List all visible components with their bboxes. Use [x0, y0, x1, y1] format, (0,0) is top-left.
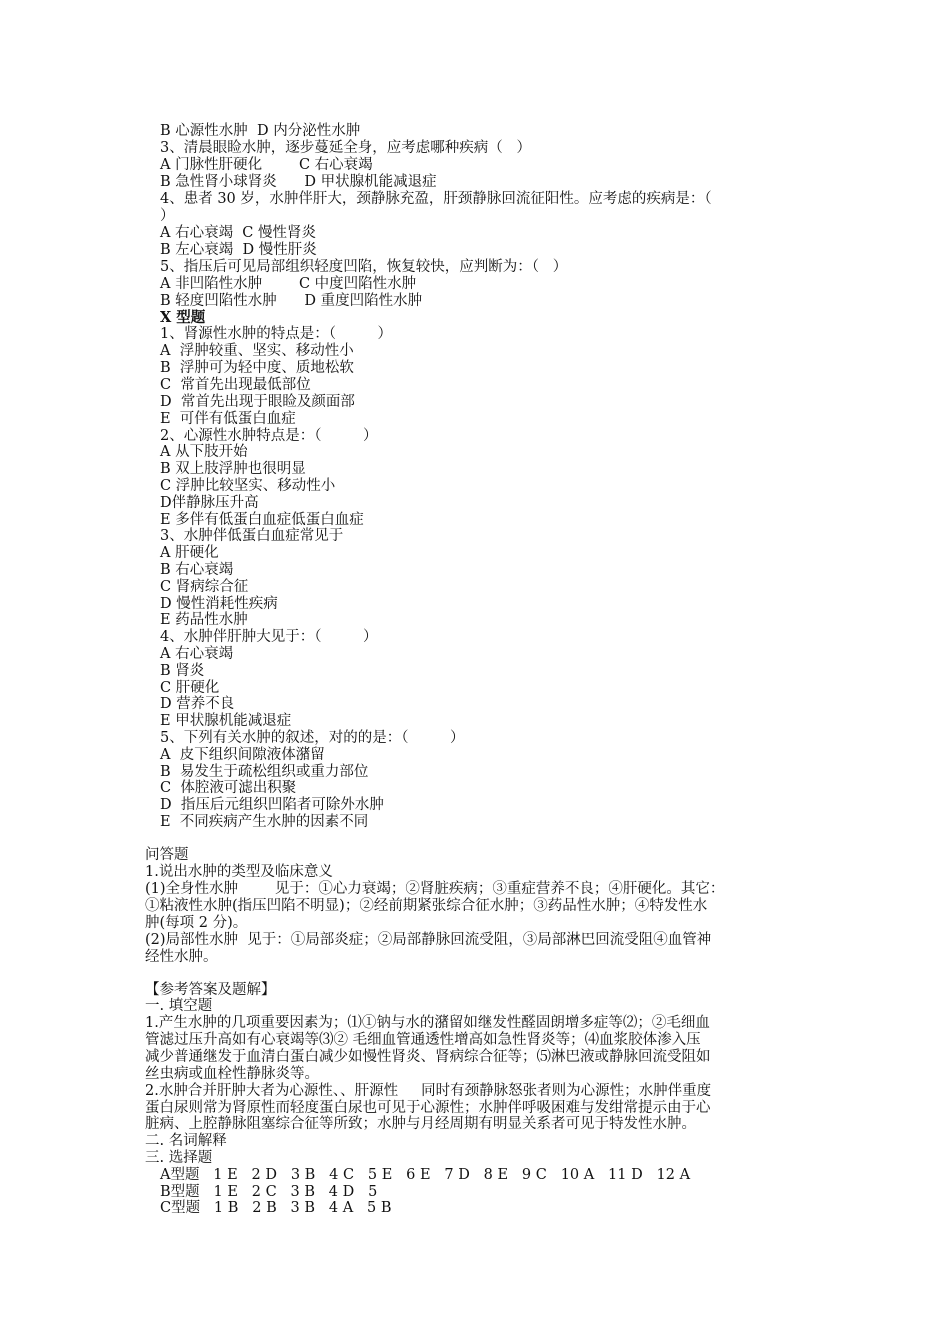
- option-line: E 可伴有低蛋白血症: [160, 411, 296, 427]
- option-line: A 门脉性肝硬化 C 右心衰竭: [160, 157, 373, 173]
- answer-line: (2)局部性水肿 见于：①局部炎症；②局部静脉回流受阻，③局部淋巴回流受阻④血管神: [145, 932, 712, 948]
- option-line: B 易发生于疏松组织或重力部位: [160, 764, 369, 780]
- question-line: 1、肾源性水肿的特点是：（ ）: [160, 326, 392, 342]
- option-line: A 非凹陷性水肿 C 中度凹陷性水肿: [160, 276, 417, 292]
- option-line: B 心源性水肿 D 内分泌性水肿: [160, 123, 361, 139]
- section-heading: 【参考答案及题解】: [145, 982, 276, 998]
- answer-line: 肿(每项 2 分)。: [145, 915, 248, 931]
- question-line: 2、心源性水肿特点是：（ ）: [160, 428, 378, 444]
- answer-line: 减少普通继发于血清白蛋白减少如慢性肾炎、肾病综合征等；⑸淋巴液或静脉回流受阻如: [145, 1049, 711, 1065]
- option-line: B 肾炎: [160, 663, 205, 679]
- option-line: C 肾病综合征: [160, 579, 249, 595]
- option-line: B 左心衰竭 D 慢性肝炎: [160, 242, 317, 258]
- option-line: D 指压后元组织凹陷者可除外水肿: [160, 797, 384, 813]
- answer-key-line: B型题 1 E 2 C 3 B 4 D 5: [160, 1184, 378, 1200]
- option-line: B 右心衰竭: [160, 562, 234, 578]
- option-line: E 药品性水肿: [160, 612, 248, 628]
- option-line: A 肝硬化: [160, 545, 219, 561]
- option-line: B 浮肿可为轻中度、质地松软: [160, 360, 354, 376]
- answer-line: 丝虫病或血栓性静脉炎等。: [145, 1066, 319, 1082]
- option-line: B 双上肢浮肿也很明显: [160, 461, 306, 477]
- option-line: D伴静脉压升高: [160, 495, 259, 511]
- option-line: C 常首先出现最低部位: [160, 377, 311, 393]
- answer-key-line: A型题 1 E 2 D 3 B 4 C 5 E 6 E 7 D 8 E 9 C 10 A 11 D 12 A: [160, 1167, 691, 1183]
- answer-line: 管滤过压升高如有心衰竭等⑶② 毛细血管通透性增高如急性肾炎等；⑷血浆胶体渗入压: [145, 1032, 701, 1048]
- option-line: E 不同疾病产生水肿的因素不同: [160, 814, 369, 830]
- answer-key-line: C型题 1 B 2 B 3 B 4 A 5 B: [160, 1200, 392, 1216]
- section-heading: 问答题: [145, 847, 189, 863]
- option-line: C 浮肿比较坚实、移动性小: [160, 478, 336, 494]
- option-line: D 慢性消耗性疾病: [160, 596, 278, 612]
- option-line: D 营养不良: [160, 696, 235, 712]
- answer-line: 蛋白尿则常为肾原性而轻度蛋白尿也可见于心源性；水肿伴呼吸困难与发绀常提示由于心: [145, 1100, 711, 1116]
- option-line: C 肝硬化: [160, 680, 220, 696]
- section-heading: 三. 选择题: [145, 1150, 213, 1166]
- question-line: 3、水肿伴低蛋白血症常见于: [160, 528, 344, 544]
- option-line: E 甲状腺机能减退症: [160, 713, 292, 729]
- option-line: B 轻度凹陷性水肿 D 重度凹陷性水肿: [160, 293, 423, 309]
- option-line: D 常首先出现于眼睑及颜面部: [160, 394, 355, 410]
- section-heading: 二. 名词解释: [145, 1133, 227, 1149]
- question-line: 3、清晨眼睑水肿，逐步蔓延全身，应考虑哪种疾病（ ）: [160, 140, 532, 156]
- option-line: C 体腔液可滤出积聚: [160, 780, 297, 796]
- answer-line: 经性水肿。: [145, 949, 218, 965]
- section-heading: X 型题: [160, 309, 206, 326]
- answer-line: 脏病、上腔静脉阻塞综合征等所致；水肿与月经周期有明显关系者可见于特发性水肿。: [145, 1116, 696, 1132]
- section-heading: 一. 填空题: [145, 998, 213, 1014]
- answer-line: 1.产生水肿的几项重要因素为；⑴①钠与水的潴留如继发性醛固朗增多症等⑵；②毛细血: [145, 1015, 710, 1031]
- option-line: E 多伴有低蛋白血症低蛋白血症: [160, 512, 364, 528]
- option-line: B 急性肾小球肾炎 D 甲状腺机能减退症: [160, 174, 437, 190]
- question-line: 5、下列有关水肿的叙述，对的的是：（ ）: [160, 730, 465, 746]
- question-line: 1.说出水肿的类型及临床意义: [145, 864, 333, 880]
- question-line: 5、指压后可见局部组织轻度凹陷，恢复较快，应判断为：（ ）: [160, 259, 568, 275]
- option-line: A 从下肢开始: [160, 444, 248, 460]
- answer-line: (1)全身性水肿 见于：①心力衰竭；②肾脏疾病；③重症营养不良；④肝硬化。其它：: [145, 881, 725, 897]
- option-line: A 皮下组织间隙液体潴留: [160, 747, 325, 763]
- option-line: A 右心衰竭 C 慢性肾炎: [160, 225, 317, 241]
- question-line: 4、患者 30 岁，水肿伴肝大，颈静脉充盈，肝颈静脉回流征阳性。应考虑的疾病是：（: [160, 191, 712, 207]
- answer-line: ①粘液性水肿(指压凹陷不明显)；②经前期紧张综合征水肿；③药品性水肿；④特发性水: [145, 898, 708, 914]
- answer-line: 2.水肿合并肝肿大者为心源性、、肝源性 同时有颈静脉怒张者则为心源性；水肿伴重度: [145, 1083, 712, 1099]
- question-line: 4、水肿伴肝肿大见于：（ ）: [160, 629, 378, 645]
- option-line: A 浮肿较重、坚实、移动性小: [160, 343, 354, 359]
- question-line: ）: [160, 208, 175, 224]
- option-line: A 右心衰竭: [160, 646, 234, 662]
